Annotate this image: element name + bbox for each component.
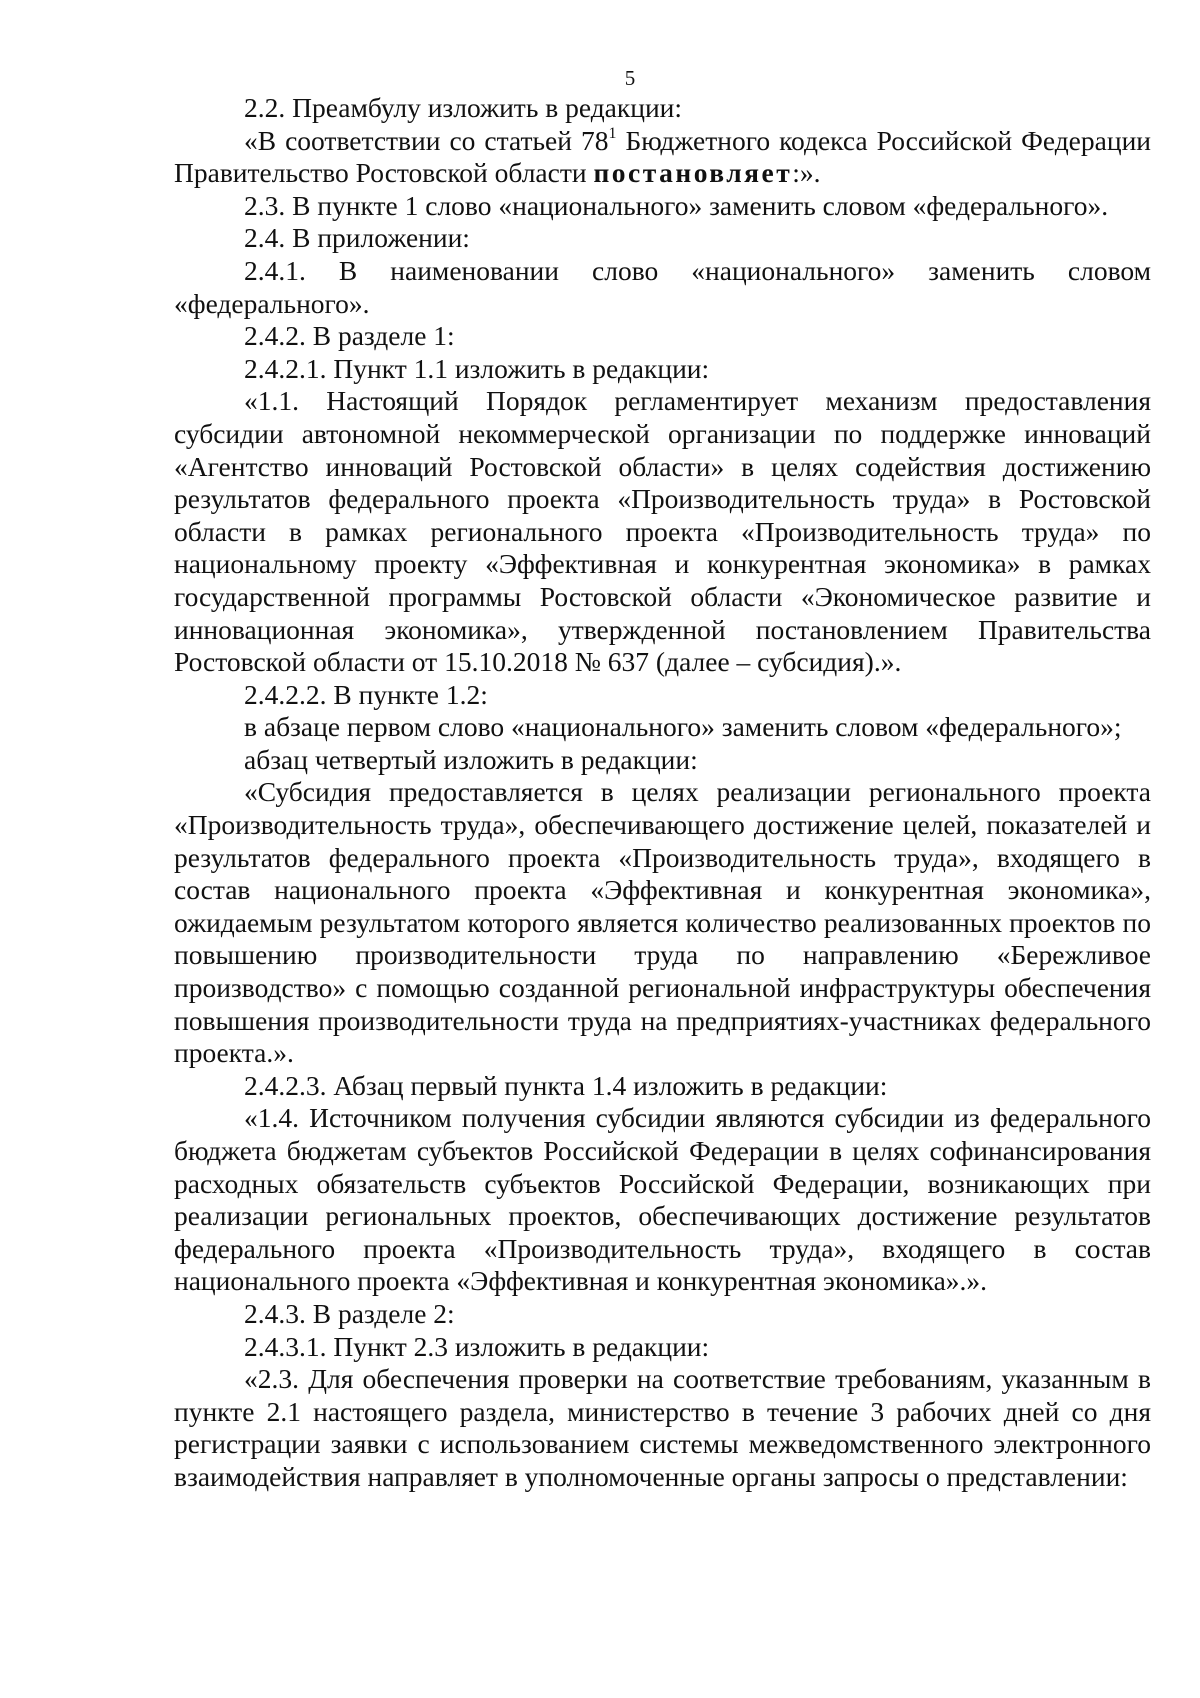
decree-word: постановляет: [593, 157, 793, 189]
paragraph-2-4-2-3: 2.4.2.3. Абзац первый пункта 1.4 изложить в редакции:: [244, 1069, 888, 1101]
page-number: 5: [624, 66, 636, 90]
paragraph-2-4-3-1: 2.4.3.1. Пункт 2.3 изложить в редакции:: [244, 1330, 710, 1362]
paragraph-2-4-2-1: 2.4.2.1. Пункт 1.1 изложить в редакции:: [244, 352, 710, 384]
paragraph-2-4-2: 2.4.2. В разделе 1:: [244, 320, 455, 352]
paragraph-subsidy-quote: «Субсидия предоставляется в целях реализации регионального проекта «Производительность труда», обеспечивающего достижение целей, показателей и результатов федерального проекта «Производительность труда», входящего в состав национального проекта «Эффективная и конкурентная экономика», ожидаемым результатом которого является количество реализованных проектов по повышению производительности труда по направлению «Бережливое производство» с помощью созданной региональной инфраструктуры обеспечения повышения производительности труда на предприятиях-участниках федерального проекта.».: [174, 776, 1151, 1069]
paragraph-1-4-quote: «1.4. Источником получения субсидии являются субсидии из федерального бюджета бюджетам субъектов Российской Федерации в целях софинансирования расходных обязательств субъектов Российской Федерации, возникающих при реализации региональных проектов, обеспечивающих достижение результатов федерального проекта «Производительность труда», входящего в состав национального проекта «Эффективная и конкурентная экономика».».: [174, 1102, 1151, 1297]
paragraph-2-2: 2.2. Преамбулу изложить в редакции:: [244, 92, 683, 123]
paragraph-1-1-quote: «1.1. Настоящий Порядок регламентирует механизм предоставления субсидии автономной некоммерческой организации по поддержке инноваций «Агентство инноваций Ростовской области» в целях содействия достижению результатов федерального проекта «Производительность труда» в Ростовской области в рамках регионального проекта «Производительность труда» по национальному проекту «Эффективная и конкурентная экономика» в рамках государственной программы Ростовской области «Экономическое развитие и инновационная экономика», утвержденной постановлением Правительства Ростовской области от 15.10.2018 № 637 (далее – субсидия).».: [174, 385, 1151, 678]
paragraph-2-4: 2.4. В приложении:: [244, 222, 470, 254]
article-superscript: 1: [608, 124, 617, 142]
preamble-text-start: «В соответствии со статьей 78: [244, 124, 609, 156]
paragraph-fourth-subparagraph: абзац четвертый изложить в редакции:: [244, 743, 698, 775]
paragraph-2-3-quote: «2.3. Для обеспечения проверки на соответствие требованиям, указанным в пункте 2.1 настоящего раздела, министерство в течение 3 рабочих дней со дня регистрации заявки с использованием системы межведомственного электронного взаимодействия направляет в уполномоченные органы запросы о представлении:: [174, 1363, 1151, 1492]
paragraph-2-3: 2.3. В пункте 1 слово «национального» заменить словом «федерального».: [244, 189, 1109, 221]
paragraph-2-4-1: 2.4.1. В наименовании слово «национального» заменить словом «федерального».: [174, 254, 1151, 319]
paragraph-first-subparagraph: в абзаце первом слово «национального» заменить словом «федерального»;: [244, 711, 1122, 743]
paragraph-2-4-3: 2.4.3. В разделе 2:: [244, 1297, 455, 1329]
preamble-text-end: :».: [792, 157, 821, 189]
paragraph-preamble-quote: [174, 125, 1151, 190]
paragraph-2-4-2-2: 2.4.2.2. В пункте 1.2:: [244, 678, 488, 710]
document-body: [174, 92, 1151, 1494]
preamble-text-middle: Бюджетного кодекса Российской Федерации Правительство Ростовской области: [174, 124, 1151, 189]
